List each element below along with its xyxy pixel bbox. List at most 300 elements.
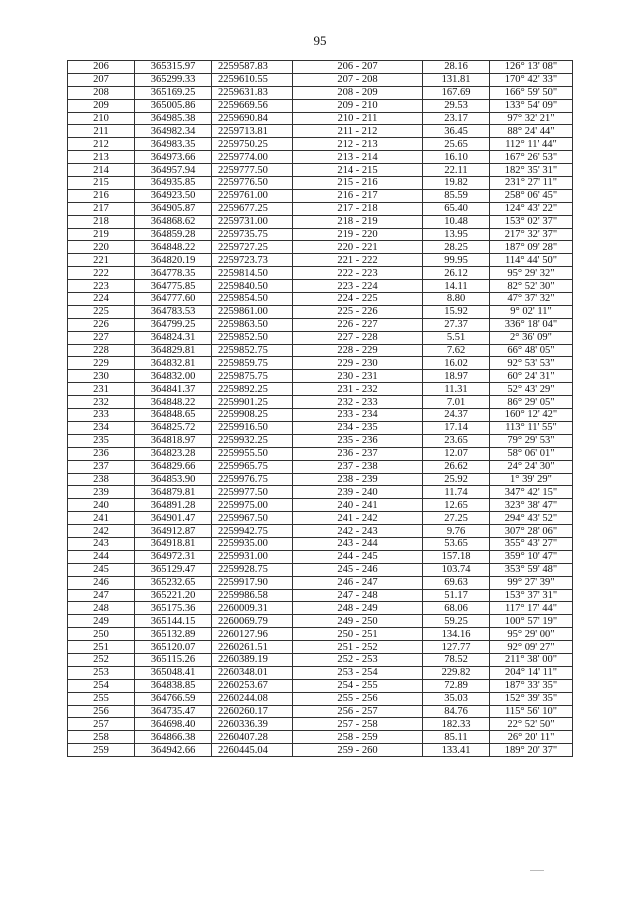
point-number-cell: 233 <box>68 409 135 422</box>
x-coordinate-cell: 364832.81 <box>135 357 212 370</box>
table-row <box>68 331 573 344</box>
bearing-cell: 167° 26' 53" <box>490 151 573 164</box>
point-number-cell: 247 <box>68 589 135 602</box>
length-cell: 23.65 <box>423 434 490 447</box>
table-row <box>68 499 573 512</box>
x-coordinate-cell: 364777.60 <box>135 293 212 306</box>
bearing-cell: 1° 39' 29" <box>490 473 573 486</box>
length-cell: 18.97 <box>423 370 490 383</box>
scan-mark <box>530 870 544 871</box>
page-number: 95 <box>313 33 327 48</box>
segment-cell: 221 - 222 <box>293 254 423 267</box>
x-coordinate-cell: 365315.97 <box>135 61 212 74</box>
y-coordinate-cell: 2259942.75 <box>212 525 293 538</box>
x-coordinate-cell: 364848.65 <box>135 409 212 422</box>
length-cell: 72.89 <box>423 679 490 692</box>
length-cell: 182.33 <box>423 718 490 731</box>
y-coordinate-cell: 2259892.25 <box>212 383 293 396</box>
length-cell: 157.18 <box>423 550 490 563</box>
x-coordinate-cell: 364848.22 <box>135 396 212 409</box>
table-row <box>68 434 573 447</box>
bearing-cell: 95° 29' 00" <box>490 628 573 641</box>
bearing-cell: 47° 37' 32" <box>490 293 573 306</box>
table-row <box>68 576 573 589</box>
segment-cell: 243 - 244 <box>293 537 423 550</box>
bearing-cell: 79° 29' 53" <box>490 434 573 447</box>
segment-cell: 254 - 255 <box>293 679 423 692</box>
table-row <box>68 731 573 744</box>
table-row <box>68 473 573 486</box>
point-number-cell: 224 <box>68 293 135 306</box>
table-row <box>68 641 573 654</box>
y-coordinate-cell: 2259774.00 <box>212 151 293 164</box>
x-coordinate-cell: 365120.07 <box>135 641 212 654</box>
bearing-cell: 114° 44' 50" <box>490 254 573 267</box>
segment-cell: 222 - 223 <box>293 267 423 280</box>
length-cell: 78.52 <box>423 653 490 666</box>
point-number-cell: 241 <box>68 512 135 525</box>
point-number-cell: 225 <box>68 305 135 318</box>
length-cell: 26.62 <box>423 460 490 473</box>
length-cell: 25.65 <box>423 138 490 151</box>
point-number-cell: 250 <box>68 628 135 641</box>
x-coordinate-cell: 364829.81 <box>135 344 212 357</box>
table-row <box>68 125 573 138</box>
point-number-cell: 226 <box>68 318 135 331</box>
length-cell: 167.69 <box>423 86 490 99</box>
table-row <box>68 73 573 86</box>
bearing-cell: 92° 09' 27" <box>490 641 573 654</box>
segment-cell: 257 - 258 <box>293 718 423 731</box>
bearing-cell: 353° 59' 48" <box>490 563 573 576</box>
segment-cell: 212 - 213 <box>293 138 423 151</box>
bearing-cell: 82° 52' 30" <box>490 280 573 293</box>
bearing-cell: 204° 14' 11" <box>490 666 573 679</box>
table-row <box>68 177 573 190</box>
bearing-cell: 99° 27' 39" <box>490 576 573 589</box>
segment-cell: 252 - 253 <box>293 653 423 666</box>
length-cell: 16.02 <box>423 357 490 370</box>
length-cell: 53.65 <box>423 537 490 550</box>
y-coordinate-cell: 2259975.00 <box>212 499 293 512</box>
segment-cell: 218 - 219 <box>293 215 423 228</box>
segment-cell: 206 - 207 <box>293 61 423 74</box>
table-row <box>68 486 573 499</box>
y-coordinate-cell: 2259852.75 <box>212 344 293 357</box>
bearing-cell: 170° 42' 33" <box>490 73 573 86</box>
length-cell: 12.07 <box>423 447 490 460</box>
x-coordinate-cell: 364859.28 <box>135 228 212 241</box>
length-cell: 29.53 <box>423 99 490 112</box>
x-coordinate-cell: 365299.33 <box>135 73 212 86</box>
point-number-cell: 257 <box>68 718 135 731</box>
y-coordinate-cell: 2260244.08 <box>212 692 293 705</box>
y-coordinate-cell: 2260389.19 <box>212 653 293 666</box>
x-coordinate-cell: 364820.19 <box>135 254 212 267</box>
table-row <box>68 151 573 164</box>
point-number-cell: 258 <box>68 731 135 744</box>
y-coordinate-cell: 2259677.25 <box>212 202 293 215</box>
table-row <box>68 318 573 331</box>
length-cell: 13.95 <box>423 228 490 241</box>
bearing-cell: 355° 43' 27" <box>490 537 573 550</box>
y-coordinate-cell: 2259840.50 <box>212 280 293 293</box>
y-coordinate-cell: 2259814.50 <box>212 267 293 280</box>
x-coordinate-cell: 364778.35 <box>135 267 212 280</box>
y-coordinate-cell: 2259931.00 <box>212 550 293 563</box>
table-row <box>68 254 573 267</box>
segment-cell: 256 - 257 <box>293 705 423 718</box>
length-cell: 59.25 <box>423 615 490 628</box>
bearing-cell: 58° 06' 01" <box>490 447 573 460</box>
x-coordinate-cell: 364698.40 <box>135 718 212 731</box>
point-number-cell: 206 <box>68 61 135 74</box>
table-row <box>68 99 573 112</box>
length-cell: 36.45 <box>423 125 490 138</box>
coordinates-table-body <box>68 61 573 757</box>
x-coordinate-cell: 365221.20 <box>135 589 212 602</box>
point-number-cell: 243 <box>68 537 135 550</box>
point-number-cell: 228 <box>68 344 135 357</box>
x-coordinate-cell: 365132.89 <box>135 628 212 641</box>
table-row <box>68 280 573 293</box>
segment-cell: 230 - 231 <box>293 370 423 383</box>
bearing-cell: 347° 42' 15" <box>490 486 573 499</box>
length-cell: 85.59 <box>423 189 490 202</box>
point-number-cell: 208 <box>68 86 135 99</box>
table-row <box>68 228 573 241</box>
length-cell: 51.17 <box>423 589 490 602</box>
bearing-cell: 52° 43' 29" <box>490 383 573 396</box>
point-number-cell: 239 <box>68 486 135 499</box>
length-cell: 23.17 <box>423 112 490 125</box>
segment-cell: 215 - 216 <box>293 177 423 190</box>
y-coordinate-cell: 2259908.25 <box>212 409 293 422</box>
segment-cell: 220 - 221 <box>293 241 423 254</box>
point-number-cell: 211 <box>68 125 135 138</box>
point-number-cell: 218 <box>68 215 135 228</box>
point-number-cell: 237 <box>68 460 135 473</box>
point-number-cell: 210 <box>68 112 135 125</box>
y-coordinate-cell: 2259901.25 <box>212 396 293 409</box>
y-coordinate-cell: 2259750.25 <box>212 138 293 151</box>
x-coordinate-cell: 364825.72 <box>135 421 212 434</box>
y-coordinate-cell: 2259587.83 <box>212 61 293 74</box>
length-cell: 16.10 <box>423 151 490 164</box>
segment-cell: 247 - 248 <box>293 589 423 602</box>
length-cell: 22.11 <box>423 164 490 177</box>
table-row <box>68 409 573 422</box>
segment-cell: 246 - 247 <box>293 576 423 589</box>
length-cell: 17.14 <box>423 421 490 434</box>
x-coordinate-cell: 364973.66 <box>135 151 212 164</box>
x-coordinate-cell: 364818.97 <box>135 434 212 447</box>
table-row <box>68 215 573 228</box>
table-row <box>68 189 573 202</box>
bearing-cell: 22° 52' 50" <box>490 718 573 731</box>
y-coordinate-cell: 2259875.75 <box>212 370 293 383</box>
bearing-cell: 66° 48' 05" <box>490 344 573 357</box>
point-number-cell: 209 <box>68 99 135 112</box>
segment-cell: 213 - 214 <box>293 151 423 164</box>
table-row <box>68 396 573 409</box>
x-coordinate-cell: 364935.85 <box>135 177 212 190</box>
length-cell: 5.51 <box>423 331 490 344</box>
y-coordinate-cell: 2260069.79 <box>212 615 293 628</box>
segment-cell: 237 - 238 <box>293 460 423 473</box>
x-coordinate-cell: 364848.22 <box>135 241 212 254</box>
length-cell: 26.12 <box>423 267 490 280</box>
length-cell: 134.16 <box>423 628 490 641</box>
y-coordinate-cell: 2259727.25 <box>212 241 293 254</box>
segment-cell: 232 - 233 <box>293 396 423 409</box>
y-coordinate-cell: 2260127.96 <box>212 628 293 641</box>
y-coordinate-cell: 2259723.73 <box>212 254 293 267</box>
x-coordinate-cell: 364766.59 <box>135 692 212 705</box>
x-coordinate-cell: 365144.15 <box>135 615 212 628</box>
y-coordinate-cell: 2259863.50 <box>212 318 293 331</box>
table-row <box>68 692 573 705</box>
point-number-cell: 249 <box>68 615 135 628</box>
length-cell: 85.11 <box>423 731 490 744</box>
point-number-cell: 213 <box>68 151 135 164</box>
bearing-cell: 182° 35' 31" <box>490 164 573 177</box>
bearing-cell: 24° 24' 30" <box>490 460 573 473</box>
bearing-cell: 160° 12' 42" <box>490 409 573 422</box>
x-coordinate-cell: 364829.66 <box>135 460 212 473</box>
y-coordinate-cell: 2260260.17 <box>212 705 293 718</box>
length-cell: 35.03 <box>423 692 490 705</box>
x-coordinate-cell: 364866.38 <box>135 731 212 744</box>
length-cell: 11.31 <box>423 383 490 396</box>
table-row <box>68 383 573 396</box>
y-coordinate-cell: 2259852.50 <box>212 331 293 344</box>
table-row <box>68 305 573 318</box>
x-coordinate-cell: 364824.31 <box>135 331 212 344</box>
point-number-cell: 240 <box>68 499 135 512</box>
bearing-cell: 117° 17' 44" <box>490 602 573 615</box>
table-row <box>68 705 573 718</box>
table-row <box>68 550 573 563</box>
y-coordinate-cell: 2260253.67 <box>212 679 293 692</box>
length-cell: 84.76 <box>423 705 490 718</box>
point-number-cell: 207 <box>68 73 135 86</box>
y-coordinate-cell: 2260261.51 <box>212 641 293 654</box>
y-coordinate-cell: 2259935.00 <box>212 537 293 550</box>
point-number-cell: 248 <box>68 602 135 615</box>
segment-cell: 248 - 249 <box>293 602 423 615</box>
length-cell: 12.65 <box>423 499 490 512</box>
table-row <box>68 61 573 74</box>
bearing-cell: 95° 29' 32" <box>490 267 573 280</box>
segment-cell: 249 - 250 <box>293 615 423 628</box>
length-cell: 24.37 <box>423 409 490 422</box>
x-coordinate-cell: 364985.38 <box>135 112 212 125</box>
bearing-cell: 97° 32' 21" <box>490 112 573 125</box>
table-row <box>68 615 573 628</box>
point-number-cell: 232 <box>68 396 135 409</box>
y-coordinate-cell: 2259861.00 <box>212 305 293 318</box>
bearing-cell: 187° 33' 35" <box>490 679 573 692</box>
table-row <box>68 537 573 550</box>
x-coordinate-cell: 364841.37 <box>135 383 212 396</box>
x-coordinate-cell: 364982.34 <box>135 125 212 138</box>
table-row <box>68 447 573 460</box>
bearing-cell: 187° 09' 28" <box>490 241 573 254</box>
y-coordinate-cell: 2259713.81 <box>212 125 293 138</box>
point-number-cell: 223 <box>68 280 135 293</box>
table-row <box>68 293 573 306</box>
x-coordinate-cell: 364775.85 <box>135 280 212 293</box>
y-coordinate-cell: 2259986.58 <box>212 589 293 602</box>
table-row <box>68 563 573 576</box>
x-coordinate-cell: 365232.65 <box>135 576 212 589</box>
x-coordinate-cell: 364853.90 <box>135 473 212 486</box>
length-cell: 65.40 <box>423 202 490 215</box>
point-number-cell: 235 <box>68 434 135 447</box>
length-cell: 8.80 <box>423 293 490 306</box>
length-cell: 99.95 <box>423 254 490 267</box>
bearing-cell: 166° 59' 50" <box>490 86 573 99</box>
point-number-cell: 217 <box>68 202 135 215</box>
bearing-cell: 307° 28' 06" <box>490 525 573 538</box>
segment-cell: 217 - 218 <box>293 202 423 215</box>
table-row <box>68 744 573 757</box>
x-coordinate-cell: 364905.87 <box>135 202 212 215</box>
point-number-cell: 222 <box>68 267 135 280</box>
x-coordinate-cell: 364918.81 <box>135 537 212 550</box>
length-cell: 27.25 <box>423 512 490 525</box>
segment-cell: 223 - 224 <box>293 280 423 293</box>
bearing-cell: 126° 13' 08" <box>490 61 573 74</box>
y-coordinate-cell: 2259669.56 <box>212 99 293 112</box>
length-cell: 27.37 <box>423 318 490 331</box>
table-row <box>68 589 573 602</box>
segment-cell: 229 - 230 <box>293 357 423 370</box>
table-row <box>68 525 573 538</box>
segment-cell: 227 - 228 <box>293 331 423 344</box>
x-coordinate-cell: 364832.00 <box>135 370 212 383</box>
y-coordinate-cell: 2259859.75 <box>212 357 293 370</box>
bearing-cell: 2° 36' 09" <box>490 331 573 344</box>
segment-cell: 244 - 245 <box>293 550 423 563</box>
y-coordinate-cell: 2259977.50 <box>212 486 293 499</box>
length-cell: 103.74 <box>423 563 490 576</box>
bearing-cell: 88° 24' 44" <box>490 125 573 138</box>
table-row <box>68 202 573 215</box>
length-cell: 127.77 <box>423 641 490 654</box>
point-number-cell: 244 <box>68 550 135 563</box>
y-coordinate-cell: 2259735.75 <box>212 228 293 241</box>
length-cell: 11.74 <box>423 486 490 499</box>
bearing-cell: 217° 32' 37" <box>490 228 573 241</box>
table-row <box>68 241 573 254</box>
length-cell: 28.25 <box>423 241 490 254</box>
x-coordinate-cell: 364879.81 <box>135 486 212 499</box>
y-coordinate-cell: 2259777.50 <box>212 164 293 177</box>
bearing-cell: 189° 20' 37" <box>490 744 573 757</box>
x-coordinate-cell: 365129.47 <box>135 563 212 576</box>
x-coordinate-cell: 364942.66 <box>135 744 212 757</box>
point-number-cell: 256 <box>68 705 135 718</box>
y-coordinate-cell: 2260009.31 <box>212 602 293 615</box>
table-row <box>68 718 573 731</box>
segment-cell: 251 - 252 <box>293 641 423 654</box>
x-coordinate-cell: 365175.36 <box>135 602 212 615</box>
point-number-cell: 216 <box>68 189 135 202</box>
point-number-cell: 254 <box>68 679 135 692</box>
x-coordinate-cell: 364799.25 <box>135 318 212 331</box>
segment-cell: 234 - 235 <box>293 421 423 434</box>
x-coordinate-cell: 365048.41 <box>135 666 212 679</box>
y-coordinate-cell: 2259967.50 <box>212 512 293 525</box>
bearing-cell: 60° 24' 31" <box>490 370 573 383</box>
segment-cell: 214 - 215 <box>293 164 423 177</box>
segment-cell: 225 - 226 <box>293 305 423 318</box>
point-number-cell: 236 <box>68 447 135 460</box>
table-row <box>68 370 573 383</box>
segment-cell: 236 - 237 <box>293 447 423 460</box>
y-coordinate-cell: 2259731.00 <box>212 215 293 228</box>
y-coordinate-cell: 2259976.75 <box>212 473 293 486</box>
x-coordinate-cell: 364891.28 <box>135 499 212 512</box>
bearing-cell: 92° 53' 53" <box>490 357 573 370</box>
table-row <box>68 666 573 679</box>
point-number-cell: 219 <box>68 228 135 241</box>
length-cell: 69.63 <box>423 576 490 589</box>
y-coordinate-cell: 2260336.39 <box>212 718 293 731</box>
bearing-cell: 153° 02' 37" <box>490 215 573 228</box>
x-coordinate-cell: 365115.26 <box>135 653 212 666</box>
x-coordinate-cell: 365005.86 <box>135 99 212 112</box>
segment-cell: 209 - 210 <box>293 99 423 112</box>
length-cell: 229.82 <box>423 666 490 679</box>
segment-cell: 207 - 208 <box>293 73 423 86</box>
x-coordinate-cell: 364983.35 <box>135 138 212 151</box>
segment-cell: 245 - 246 <box>293 563 423 576</box>
table-row <box>68 460 573 473</box>
length-cell: 7.01 <box>423 396 490 409</box>
x-coordinate-cell: 364972.31 <box>135 550 212 563</box>
length-cell: 25.92 <box>423 473 490 486</box>
bearing-cell: 100° 57' 19" <box>490 615 573 628</box>
table-row <box>68 512 573 525</box>
bearing-cell: 211° 38' 00" <box>490 653 573 666</box>
table-row <box>68 653 573 666</box>
table-row <box>68 164 573 177</box>
segment-cell: 208 - 209 <box>293 86 423 99</box>
bearing-cell: 153° 37' 31" <box>490 589 573 602</box>
segment-cell: 239 - 240 <box>293 486 423 499</box>
segment-cell: 224 - 225 <box>293 293 423 306</box>
segment-cell: 231 - 232 <box>293 383 423 396</box>
bearing-cell: 359° 10' 47" <box>490 550 573 563</box>
bearing-cell: 86° 29' 05" <box>490 396 573 409</box>
x-coordinate-cell: 364957.94 <box>135 164 212 177</box>
y-coordinate-cell: 2259854.50 <box>212 293 293 306</box>
point-number-cell: 229 <box>68 357 135 370</box>
point-number-cell: 245 <box>68 563 135 576</box>
point-number-cell: 221 <box>68 254 135 267</box>
length-cell: 7.62 <box>423 344 490 357</box>
x-coordinate-cell: 364823.28 <box>135 447 212 460</box>
x-coordinate-cell: 364838.85 <box>135 679 212 692</box>
table-row <box>68 267 573 280</box>
x-coordinate-cell: 364868.62 <box>135 215 212 228</box>
bearing-cell: 113° 11' 55" <box>490 421 573 434</box>
y-coordinate-cell: 2259776.50 <box>212 177 293 190</box>
x-coordinate-cell: 364923.50 <box>135 189 212 202</box>
